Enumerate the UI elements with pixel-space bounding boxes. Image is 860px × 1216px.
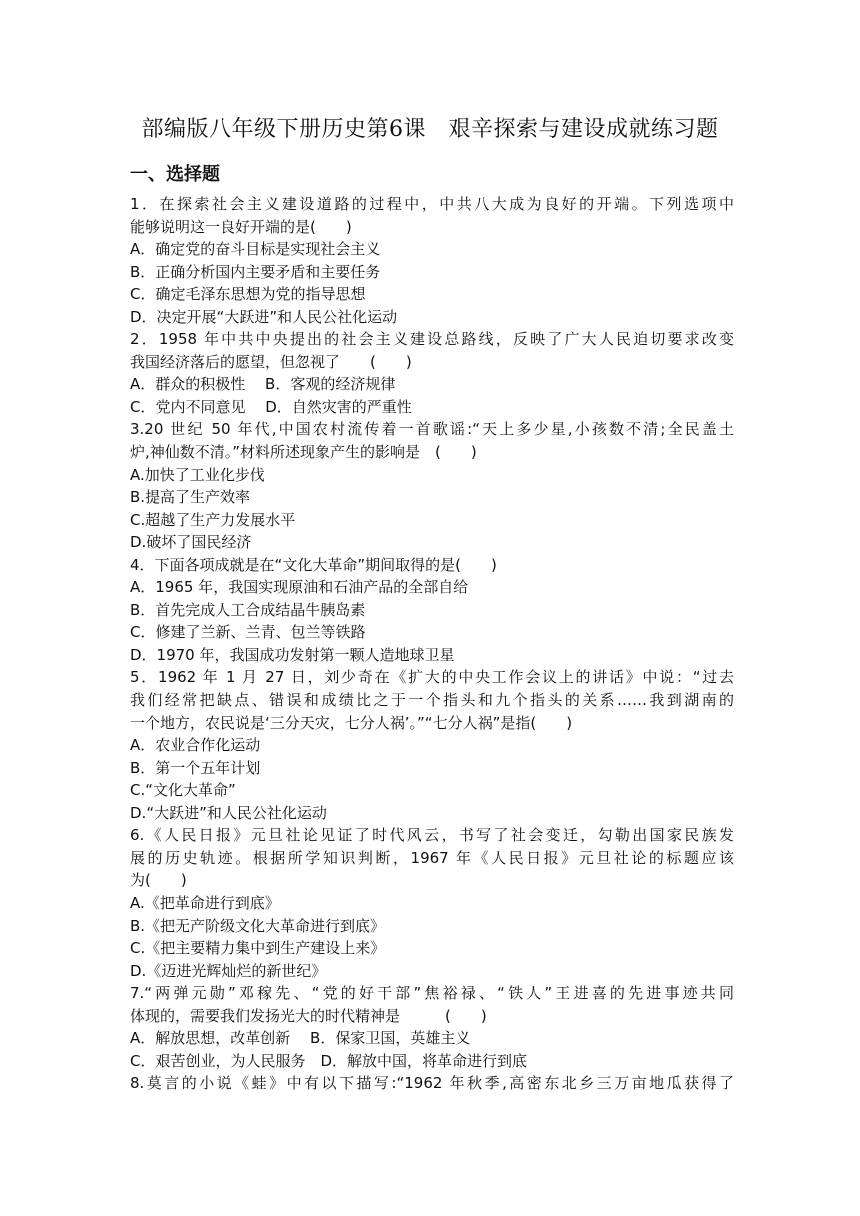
- text-line: D.破坏了国民经济: [130, 533, 252, 552]
- text-line: B．第一个五年计划: [130, 758, 261, 777]
- text-line: B.提高了生产效率: [130, 488, 251, 507]
- text-line: B.《把无产阶级文化大革命进行到底》: [130, 916, 386, 935]
- text-line: C．艰苦创业，为人民服务 D．解放中国，将革命进行到底: [130, 1051, 528, 1070]
- text-line: 4．下面各项成就是在“文化大革命”期间取得的是( ): [130, 555, 497, 574]
- text-line: 1．在探索社会主义建设道路的过程中，中共八大成为良好的开端。下列选项中: [130, 195, 734, 213]
- text-line: 体现的，需要我们发扬光大的时代精神是 ( ): [130, 1006, 487, 1025]
- text-line: B．首先完成人工合成结晶牛胰岛素: [130, 600, 366, 619]
- text-line: 7.“两弹元勋”邓稼先、“党的好干部”焦裕禄、“铁人”王进喜的先进事迹共同: [130, 984, 734, 1003]
- text-line: A．1965 年，我国实现原油和石油产品的全部自给: [130, 578, 469, 597]
- text-line: D．决定开展“大跃进”和人民公社化运动: [130, 307, 398, 326]
- text-line: 3.20 世纪 50 年代,中国农村流传着一首歌谣:“天上多少星,小孩数不清;全民盖土: [130, 420, 734, 439]
- text-line: 一个地方，农民说是‘三分天灾，七分人祸’。”“七分人祸”是指( ): [130, 713, 573, 732]
- text-line: D．1970 年，我国成功发射第一颗人造地球卫星: [130, 645, 455, 664]
- text-line: C．确定毛泽东思想为党的指导思想: [130, 285, 366, 304]
- text-line: 为( ): [130, 871, 187, 890]
- text-line: D.《迈进光辉灿烂的新世纪》: [130, 961, 327, 980]
- text-line: 炉,神仙数不清。”材料所述现象产生的影响是 ( ): [130, 443, 477, 462]
- text-line: A.《把革命进行到底》: [130, 893, 280, 912]
- text-line: 5．1962 年 1 月 27 日，刘少奇在《扩大的中央工作会议上的讲话》中说：“过去: [130, 668, 734, 687]
- text-line: 我国经济落后的愿望，但忽视了 ( ): [130, 352, 412, 371]
- text-line: A.加快了工业化步伐: [130, 465, 265, 484]
- text-line: A．农业合作化运动: [130, 736, 261, 755]
- text-line: B．正确分析国内主要矛盾和主要任务: [130, 262, 381, 281]
- text-line: D.“大跃进”和人民公社化运动: [130, 803, 327, 822]
- question-body: [130, 193, 734, 1095]
- text-line: C.《把主要精力集中到生产建设上来》: [130, 939, 386, 958]
- text-line: A．确定党的奋斗目标是实现社会主义: [130, 240, 381, 259]
- text-line: C．党内不同意见 D．自然灾害的严重性: [130, 397, 412, 416]
- section-heading: 一、选择题: [130, 164, 220, 185]
- text-line: A．解放思想，改革创新 B．保家卫国，英雄主义: [130, 1029, 471, 1048]
- text-line: C.超越了生产力发展水平: [130, 510, 296, 529]
- page-title: 部编版八年级下册历史第6课 艰辛探索与建设成就练习题: [141, 117, 719, 142]
- text-line: 8.莫言的小说《蛙》中有以下描写:“1962 年秋季,高密东北乡三万亩地瓜获得了: [130, 1074, 734, 1093]
- text-line: 展的历史轨迹。根据所学知识判断，1967 年《人民日报》元旦社论的标题应该: [130, 848, 734, 867]
- text-line: 能够说明这一良好开端的是( ): [130, 217, 352, 236]
- text-line: 2．1958 年中共中央提出的社会主义建设总路线，反映了广大人民迫切要求改变: [130, 330, 734, 349]
- text-line: 6.《人民日报》元旦社论见证了时代风云，书写了社会变迁，勾勒出国家民族发: [130, 826, 734, 845]
- text-line: C.“文化大革命”: [130, 781, 236, 800]
- text-line: A．群众的积极性 B．客观的经济规律: [130, 375, 396, 394]
- text-line: C．修建了兰新、兰青、包兰等铁路: [130, 623, 366, 642]
- text-line: 我们经常把缺点、错误和成绩比之于一个指头和九个指头的关系……我到湖南的: [130, 691, 734, 710]
